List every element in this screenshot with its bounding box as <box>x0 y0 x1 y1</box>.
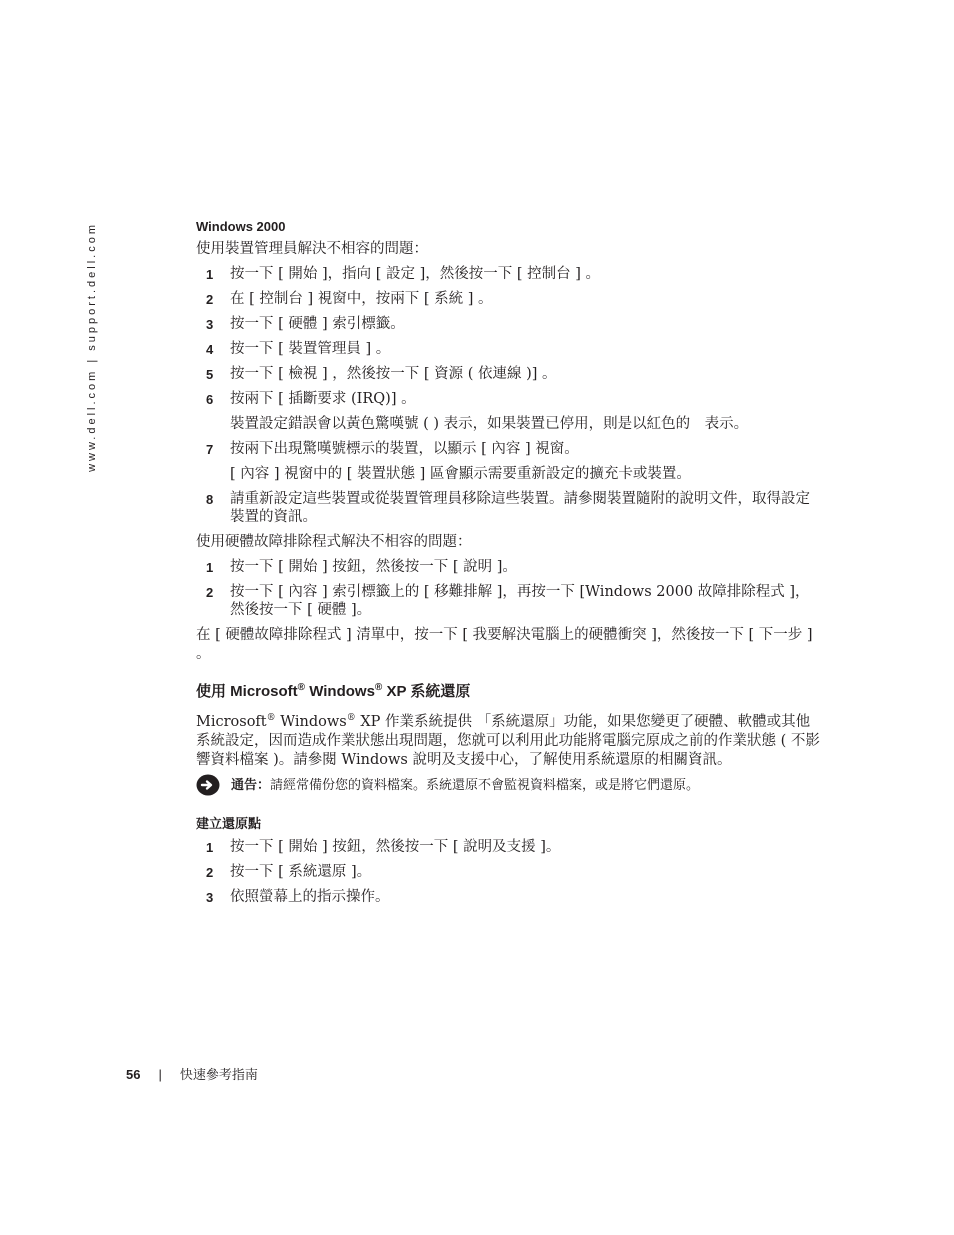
system-restore-description: Microsoft® Windows® XP 作業系統提供 「系統還原」功能，如果您變更了硬體、軟體或其他系統設定，因而造成作業狀態出現問題，您就可以利用此功能將電腦完原成之前的作業狀態 ( 不影響資料檔案 )。請參閱 Windows 說明及支援中心，了解使用系統還原的相關資訊。 <box>196 713 820 768</box>
intro-hardware-troubleshooter: 使用硬體故障排除程式解決不相容的問題： <box>196 534 472 550</box>
step-number: 3 <box>206 317 214 332</box>
list-item: 1 按一下 [ 開始 ] 按鈕，然後按一下 [ 說明及支援 ]。 <box>206 838 561 855</box>
list-item: 2 在 [ 控制台 ] 視窗中，按兩下 [ 系統 ] 。 <box>206 291 493 307</box>
step-note: [ 內容 ] 視窗中的 [ 裝置狀態 ] 區會顯示需要重新設定的擴充卡或裝置。 <box>230 466 691 482</box>
footer-separator: | <box>158 1067 162 1082</box>
section-title-windows-2000: Windows 2000 <box>196 219 286 234</box>
list-item: 4 按一下 [ 裝置管理員 ] 。 <box>206 341 391 357</box>
troubleshooter-closing: 在 [ 硬體故障排除程式 ] 清單中，按一下 [ 我要解決電腦上的硬體衝突 ]，然後按一下 [ 下一步 ] 。 <box>196 627 813 662</box>
intro-device-manager: 使用裝置管理員解決不相容的問題： <box>196 241 428 257</box>
list-item: 2 按一下 [ 內容 ] 索引標籤上的 [ 移難排解 ]，再按一下 [Windows 2000 故障排除程式 ]，然後按一下 [ 硬體 ]。 <box>206 584 810 618</box>
list-item: 3 按一下 [ 硬體 ] 索引標籤。 <box>206 316 405 332</box>
step-number: 4 <box>206 342 214 357</box>
list-item: 1 按一下 [ 開始 ]，指向 [ 設定 ]，然後按一下 [ 控制台 ] 。 <box>206 266 601 282</box>
page-number: 56 <box>126 1067 141 1082</box>
step-number: 8 <box>206 492 214 507</box>
step-number: 1 <box>206 560 214 575</box>
list-item: 6 按兩下 [ 插斷要求 (IRQ)] 。 裝置設定錯誤會以黃色驚嘆號 ( ) 表示，如果裝置已停用，則是以紅色的 表示。 <box>196 390 820 433</box>
page-content <box>196 219 820 913</box>
notice-icon <box>196 774 220 796</box>
troubleshooter-steps <box>196 558 820 619</box>
list-item: 1 按一下 [ 開始 ] 按鈕，然後按一下 [ 說明 ]。 <box>206 559 517 575</box>
step-number: 2 <box>206 585 214 600</box>
notice-box <box>196 776 820 795</box>
step-number: 3 <box>206 889 214 905</box>
step-note: 裝置設定錯誤會以黃色驚嘆號 ( ) 表示，如果裝置已停用，則是以紅色的 表示。 <box>230 416 749 432</box>
notice-label: 通告： <box>231 776 271 792</box>
list-item: 5 按一下 [ 檢視 ] ，然後按一下 [ 資源 ( 依連線 )] 。 <box>206 366 557 382</box>
section-title-system-restore: 使用 Microsoft® Windows® XP 系統還原 <box>196 682 471 700</box>
step-number: 1 <box>206 839 214 855</box>
list-item: 3 依照螢幕上的指示操作。 <box>206 888 390 905</box>
step-number: 6 <box>206 392 214 407</box>
step-number: 2 <box>206 864 214 880</box>
notice-text: 請經常備份您的資料檔案。系統還原不會監視資料檔案，或是將它們還原。 <box>270 777 700 793</box>
list-item: 2 按一下 [ 系統還原 ]。 <box>206 863 372 880</box>
step-number: 1 <box>206 267 214 282</box>
footer-title: 快速參考指南 <box>179 1067 258 1082</box>
sidebar-url: www.dell.com | support.dell.com <box>86 222 98 472</box>
device-manager-steps <box>196 265 820 526</box>
list-item: 8 請重新設定這些裝置或從裝置管理員移除這些裝置。請參閱裝置隨附的說明文件，取得設定裝置的資訊。 <box>206 491 810 525</box>
section-title-create-restore-point: 建立還原點 <box>196 815 262 831</box>
page-footer <box>126 1064 258 1083</box>
step-number: 7 <box>206 442 214 457</box>
step-number: 5 <box>206 367 214 382</box>
list-item: 7 按兩下出現驚嘆號標示的裝置，以顯示 [ 內容 ] 視窗。 [ 內容 ] 視窗中的 [ 裝置狀態 ] 區會顯示需要重新設定的擴充卡或裝置。 <box>196 440 820 483</box>
step-number: 2 <box>206 292 214 307</box>
restore-point-steps <box>196 838 820 906</box>
